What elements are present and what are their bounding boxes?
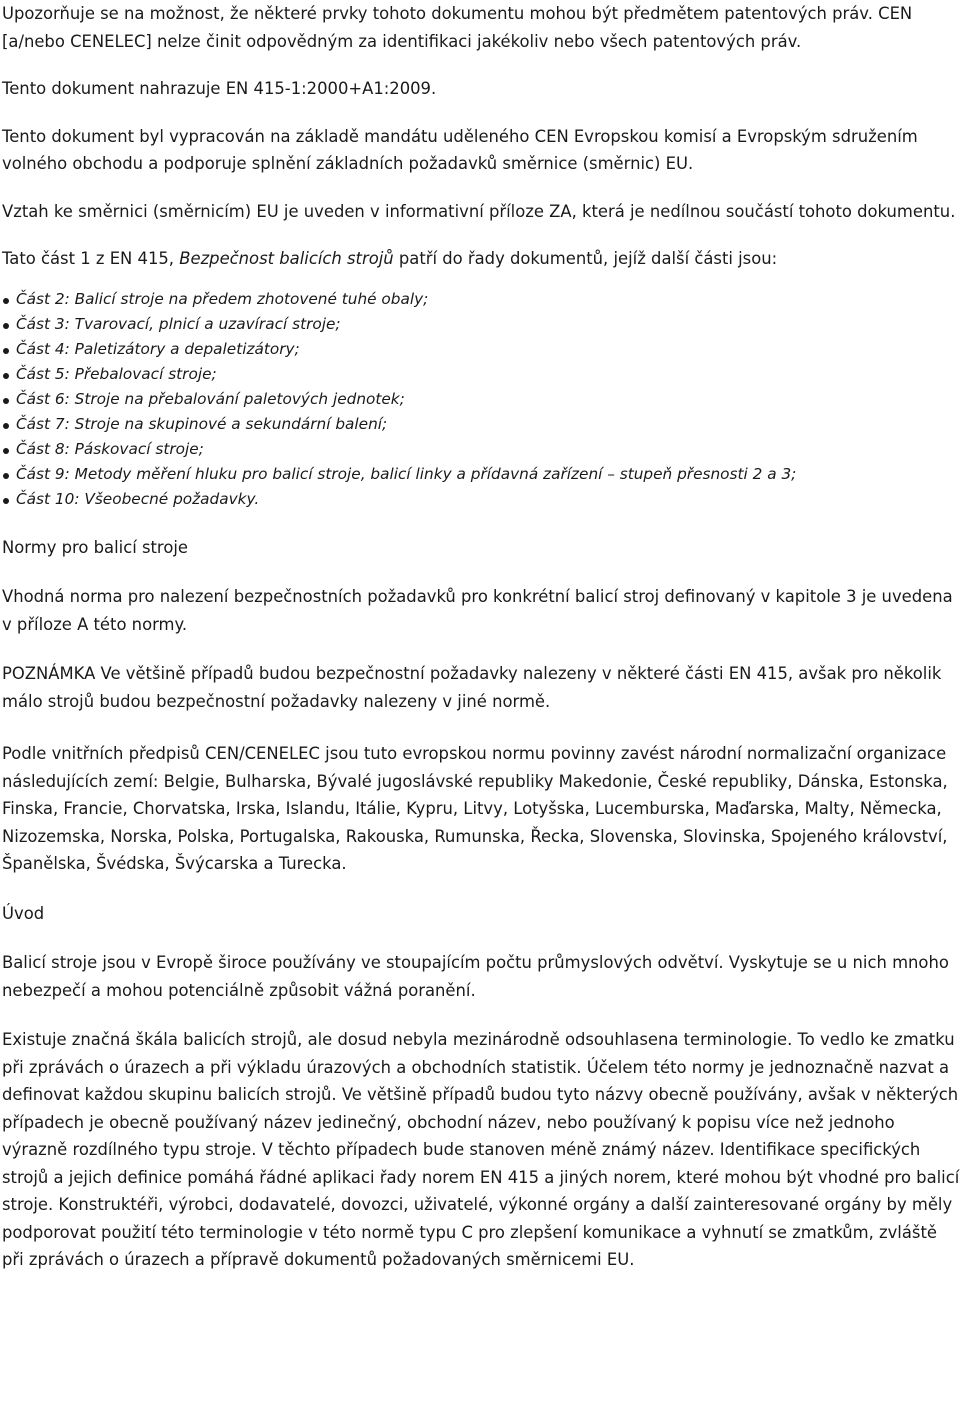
section-heading-normy: Normy pro balicí stroje [2, 537, 188, 557]
list-item: Část 8: Páskovací stroje; [2, 437, 960, 462]
list-item: Část 4: Paletizátory a depaletizátory; [2, 337, 960, 362]
list-item: Část 10: Všeobecné požadavky. [2, 487, 960, 512]
list-item: Část 5: Přebalovací stroje; [2, 362, 960, 387]
series-intro-paragraph [2, 245, 960, 273]
section-heading-uvod: Úvod [2, 903, 45, 923]
list-item: Část 7: Stroje na skupinové a sekundární balení; [2, 412, 960, 437]
mandate-paragraph: Tento dokument byl vypracován na základě mandátu uděleného CEN Evropskou komisí a Evropským sdružením volného obchodu a podporuje splnění základních požadavků směrnice (směrnic) EU. [2, 126, 918, 173]
list-item: Část 3: Tvarovací, plnicí a uzavírací stroje; [2, 312, 960, 337]
countries-paragraph: Podle vnitřních předpisů CEN/CENELEC jsou tuto evropskou normu povinny zavést národní normalizační organizace následujících zemí: Belgie, Bulharska, Bývalé jugoslávské republiky Makedonie, České republiky, Dánska, Estonska, Finska, Francie, Chorvatska, Irska, Islandu, Itálie, Kypru, Litvy, Lotyšska, Lucemburska, Maďarska, Malty, Německa, Nizozemska, Norska, Polska, Portugalska, Rakouska, Rumunska, Řecka, Slovenska, Slovinska, Spojeného království, Španělska, Švédska, Švýcarska a Turecka. [2, 744, 948, 873]
terminology-paragraph: Existuje značná škála balicích strojů, ale dosud nebyla mezinárodně odsouhlasena terminologie. To vedlo ke zmatku při zprávách o úrazech a při výkladu úrazových a obchodních statistik. Účelem této normy je jednoznačně nazvat a definovat každou skupinu balicích strojů. Ve většině případů budou tyto názvy obecně používány, avšak v některých případech je obecně používaný název jedinečný, obchodní název, nebo používaný k popisu více než jednoho výrazně rozdílného typu stroje. V těchto případech bude stanoven méně známý název. Identifikace specifických strojů a jejich definice pomáhá řádné aplikaci řady norem EN 415 a jiných norem, které mohou být vhodné pro balicí stroje. Konstruktéři, výrobci, dodavatelé, dovozci, uživatelé, výkonné orgány a další zainteresované orgány by měly podporovat použití této terminologie v této normě typu C pro zlepšení komunikace a vyhnutí se zmatkům, zvláště při zprávách o úrazech a přípravě dokumentů požadovaných směrnicemi EU. [2, 1030, 960, 1269]
list-item: Část 6: Stroje na přebalování paletových jednotek; [2, 387, 960, 412]
supersedes-paragraph: Tento dokument nahrazuje EN 415-1:2000+A1:2009. [2, 79, 437, 98]
relevant-standard-paragraph: Vhodná norma pro nalezení bezpečnostních požadavků pro konkrétní balicí stroj definovaný v kapitole 3 je uvedena v příloze A této normy. [2, 587, 953, 634]
patent-notice-paragraph: Upozorňuje se na možnost, že některé prvky tohoto dokumentu mohou být předmětem patentových práv. CEN [a/nebo CENELEC] nelze činit odpovědným za identifikaci jakékoliv nebo všech patentových práv. [2, 4, 913, 51]
directive-relation-paragraph: Vztah ke směrnici (směrnicím) EU je uveden v informativní příloze ZA, která je nedílnou součástí tohoto dokumentu. [2, 201, 956, 221]
note-paragraph: POZNÁMKA Ve většině případů budou bezpečnostní požadavky nalezeny v některé části EN 415, avšak pro několik málo strojů budou bezpečnostní požadavky nalezeny v jiné normě. [2, 664, 942, 711]
intro-paragraph: Balicí stroje jsou v Evropě široce používány ve stoupajícím počtu průmyslových odvětví. Vyskytuje se u nich mnoho nebezpečí a mohou potenciálně způsobit vážná poranění. [2, 953, 949, 1000]
series-title: Bezpečnost balicích strojů [179, 249, 394, 268]
list-item: Část 2: Balicí stroje na předem zhotovené tuhé obaly; [2, 287, 960, 312]
series-intro-tail: patří do řady dokumentů, jejíž další části jsou: [393, 249, 778, 268]
parts-list [2, 287, 960, 512]
series-intro-text: Tato část 1 z EN 415, [2, 249, 180, 268]
list-item: Část 9: Metody měření hluku pro balicí stroje, balicí linky a přídavná zařízení – stupeň přesnosti 2 a 3; [2, 462, 960, 487]
